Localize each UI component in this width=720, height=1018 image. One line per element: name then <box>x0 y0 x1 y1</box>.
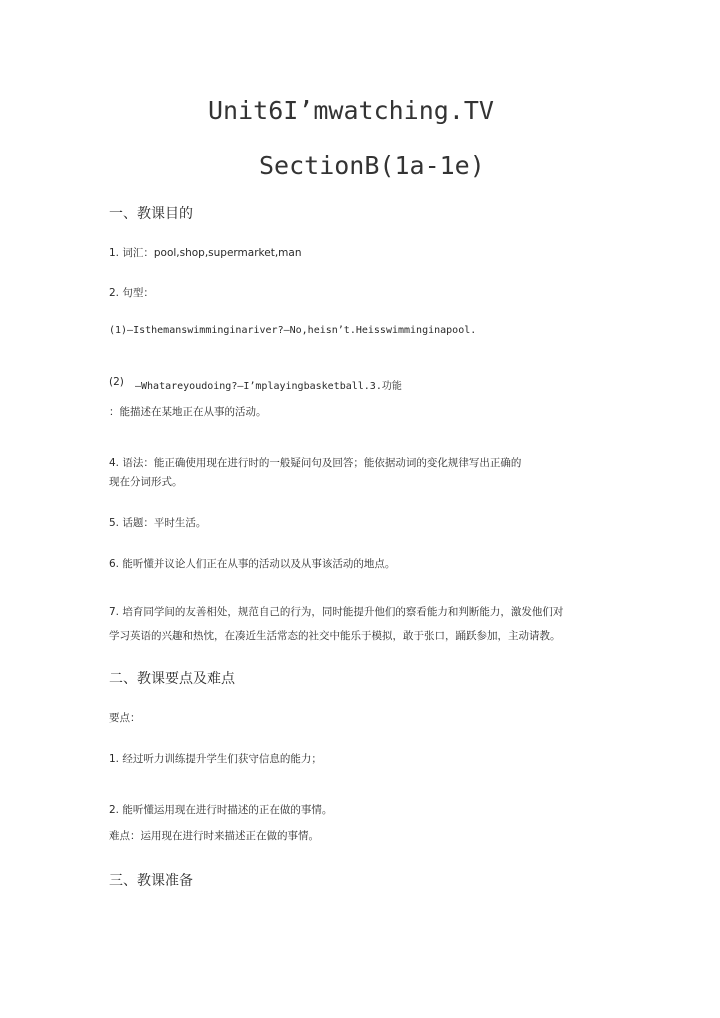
difficulty-item: 难点：运用现在进行时来描述正在做的事情。 <box>109 830 319 842</box>
sentence-example-2: —Whatareyoudoing?—I’mplayingbasketball.3.功能 <box>135 381 402 392</box>
topic-item: 5. 话题：平时生活。 <box>109 517 207 529</box>
title-line-2: SectionB(1a-1e) <box>259 151 485 180</box>
listening-item: 6. 能听懂并议论人们正在从事的活动以及从事该活动的地点。 <box>109 558 396 570</box>
attitude-item-line-2: 学习英语的兴趣和热忱，在凑近生活常态的社交中能乐于模拟，敢于张口，踊跃参加，主动请教。 <box>109 630 561 642</box>
function-item: ：能描述在某地正在从事的活动。 <box>109 406 267 418</box>
sentence-example-2-number: (2) <box>109 376 124 388</box>
section-2-heading: 二、教课要点及难点 <box>109 671 235 687</box>
key-points-label: 要点： <box>109 712 141 724</box>
vocabulary-item: 1. 词汇：pool,shop,supermarket,man <box>109 247 302 259</box>
grammar-item-line-1: 4. 语法：能正确使用现在进行时的一般疑问句及回答；能依据动词的变化规律写出正确的 <box>109 457 522 469</box>
key-point-2: 2. 能听懂运用现在进行时描述的正在做的事情。 <box>109 804 333 816</box>
title-line-1: Unit6I’mwatching.TV <box>208 96 494 125</box>
sentence-example-1: (1)—Isthemanswimminginariver?—No,heisn’t.Heisswimminginapool. <box>109 325 477 336</box>
grammar-item-line-2: 现在分词形式。 <box>109 476 183 488</box>
key-point-1: 1. 经过听力训练提升学生们获守信息的能力； <box>109 753 322 765</box>
sentence-pattern-item: 2. 句型： <box>109 287 154 299</box>
attitude-item-line-1: 7. 培育同学间的友善相处，规范自己的行为，同时能提升他们的察看能力和判断能力，激发他们对 <box>109 606 564 618</box>
section-3-heading: 三、教课准备 <box>109 873 193 889</box>
section-1-heading: 一、教课目的 <box>109 206 193 222</box>
